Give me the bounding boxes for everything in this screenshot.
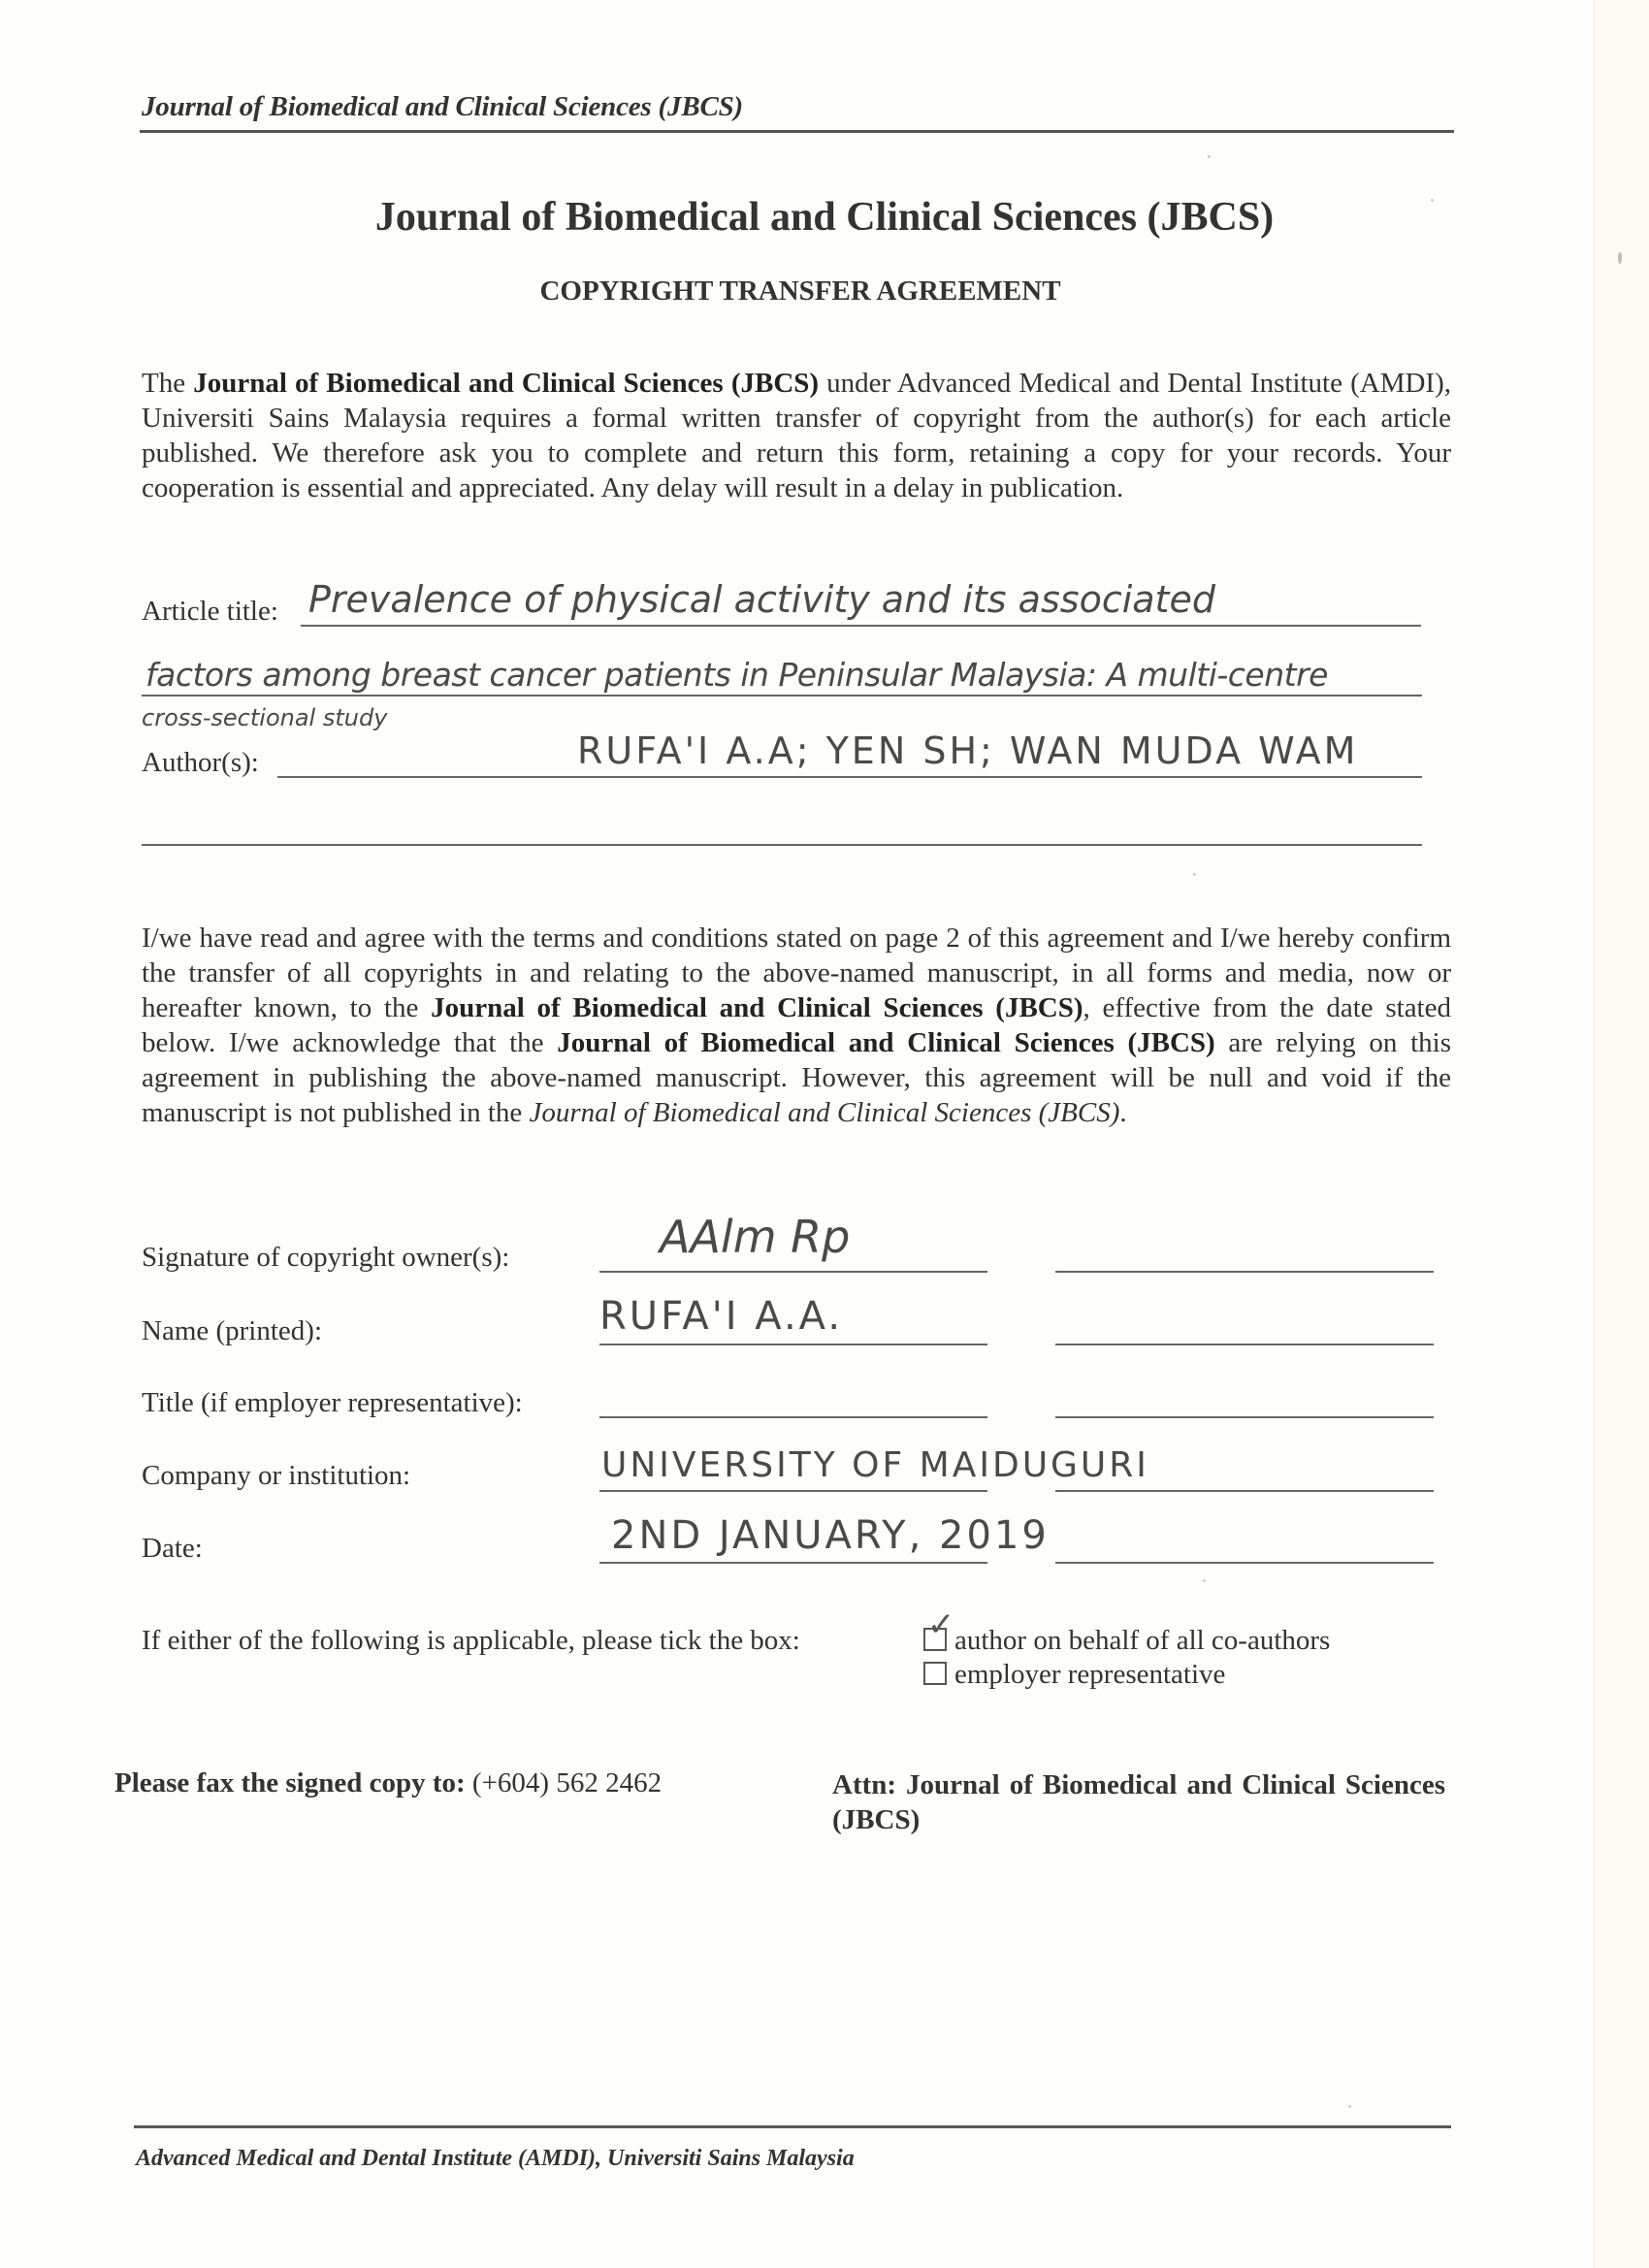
scan-speck	[1203, 1579, 1206, 1582]
document-subtitle: COPYRIGHT TRANSFER AGREEMENT	[539, 275, 1061, 307]
option-author-on-behalf[interactable]	[923, 1605, 1331, 1657]
footer-rule	[134, 2125, 1451, 2128]
intro-journal-name: Journal of Biomedical and Clinical Sciences (JBCS)	[193, 368, 820, 399]
authors-value[interactable]: RUFA'I A.A; YEN SH; WAN MUDA WAM	[577, 729, 1359, 772]
agreement-journal-bold-2: Journal of Biomedical and Clinical Sciences (JBCS)	[557, 1027, 1215, 1058]
fax-instruction	[114, 1767, 662, 1799]
name-printed-line-1	[599, 1344, 987, 1345]
article-title-value-1[interactable]: Prevalence of physical activity and its associated	[308, 578, 1215, 621]
name-printed-label: Name (printed):	[142, 1315, 323, 1346]
checkbox-author-on-behalf[interactable]	[923, 1605, 955, 1651]
header-rule	[140, 130, 1454, 133]
agreement-journal-italic: Journal of Biomedical and Clinical Sciences (JBCS)	[529, 1097, 1120, 1128]
checkbox-employer-representative[interactable]	[923, 1662, 947, 1685]
agreement-text-4: .	[1119, 1097, 1127, 1128]
employer-title-line-2[interactable]	[1055, 1416, 1434, 1418]
intro-text-1: The	[142, 368, 194, 399]
page-footer: Advanced Medical and Dental Institute (AMDI), Universiti Sains Malaysia	[136, 2146, 855, 2171]
date-line-2	[1055, 1562, 1434, 1564]
agreement-paragraph	[142, 921, 1451, 1130]
scan-speck	[1208, 155, 1211, 158]
option-author-on-behalf-label: author on behalf of all co-authors	[954, 1625, 1331, 1656]
running-head: Journal of Biomedical and Clinical Sciences (JBCS)	[142, 91, 743, 122]
scan-speck	[1193, 873, 1196, 876]
date-line-1	[599, 1562, 987, 1564]
employer-title-label: Title (if employer representative):	[142, 1387, 523, 1418]
name-printed-line-2	[1055, 1344, 1434, 1345]
agreement-text-1: I/we have read and agree with the terms and conditions stated on page 2 of this agreement and I/we hereby confirm the transfer of all copyrights in and relating to the above-named manuscript, in all forms and media, now or hereafter known, to the	[142, 923, 1451, 1023]
date-value[interactable]: 2ND JANUARY, 2019	[611, 1513, 1050, 1558]
article-title-line-2	[142, 695, 1422, 697]
authors-line	[277, 776, 1422, 778]
company-label: Company or institution:	[142, 1460, 411, 1491]
agreement-journal-bold-1: Journal of Biomedical and Clinical Sciences (JBCS)	[431, 992, 1083, 1023]
intro-paragraph	[142, 366, 1451, 505]
authors-label: Author(s):	[142, 747, 259, 778]
page-title: Journal of Biomedical and Clinical Sciences (JBCS)	[374, 195, 1275, 240]
scan-speck	[1431, 199, 1434, 202]
checkmark-icon: ✓	[927, 1605, 955, 1644]
fax-attention: Attn: Journal of Biomedical and Clinical Sciences (JBCS)	[832, 1769, 1445, 1835]
fax-label: Please fax the signed copy to:	[114, 1767, 466, 1798]
scan-speck	[1348, 2105, 1351, 2108]
article-title-line-1	[301, 625, 1421, 627]
company-value[interactable]: UNIVERSITY OF MAIDUGURI	[601, 1445, 1149, 1485]
intro-text-2: under Advanced Medical and Dental Institute (AMDI), Universiti Sains Malaysia requires a formal written transfer of copyright from the author(s) for each article published. We therefore ask you to complete and return this form, retaining a copy for your records. Your cooperation is essential and appreciated. Any delay will result in a delay in publication.	[142, 368, 1451, 503]
scan-page-edge	[1594, 0, 1649, 2268]
article-title-value-2[interactable]: factors among breast cancer patients in Peninsular Malaysia: A multi-centre	[146, 656, 1328, 694]
fax-number: (+604) 562 2462	[465, 1767, 663, 1798]
company-line-2	[1055, 1490, 1434, 1492]
option-employer-representative[interactable]	[923, 1659, 1225, 1691]
signature-line-2	[1055, 1271, 1434, 1273]
article-title-label: Article title:	[142, 596, 278, 627]
agreement-text-3: are relying on this agreement in publishing the above-named manuscript. However, this agreement will be null and void if the manuscript is not published in the	[142, 1027, 1451, 1128]
agreement-text-2: , effective from the date stated below. I/we acknowledge that the	[142, 992, 1451, 1058]
name-printed-value[interactable]: RUFA'I A.A.	[599, 1294, 844, 1339]
signature-label: Signature of copyright owner(s):	[142, 1242, 510, 1273]
signature-value[interactable]: AAlm Rp	[660, 1211, 851, 1263]
company-line-1	[599, 1490, 987, 1492]
date-label: Date:	[142, 1533, 203, 1564]
employer-title-line-1[interactable]	[599, 1416, 987, 1418]
option-employer-representative-label: employer representative	[954, 1659, 1226, 1690]
authors-line-2	[142, 844, 1422, 846]
scan-speck	[1618, 252, 1622, 264]
article-title-value-3[interactable]: cross-sectional study	[142, 704, 388, 731]
applicability-prompt: If either of the following is applicable, please tick the box:	[142, 1625, 800, 1656]
signature-line-1	[599, 1271, 987, 1273]
